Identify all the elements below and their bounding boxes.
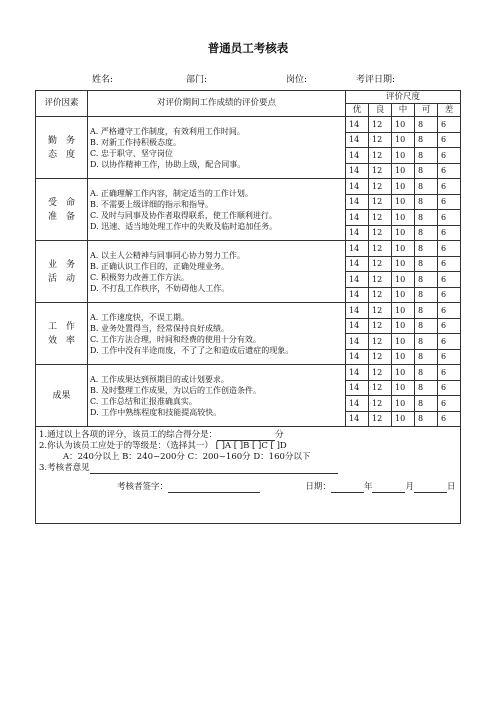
score-option[interactable]: 6 bbox=[438, 396, 461, 412]
score-option[interactable]: 10 bbox=[392, 117, 415, 133]
score-option[interactable]: 8 bbox=[415, 272, 438, 288]
table-row bbox=[36, 303, 461, 319]
score-option[interactable]: 8 bbox=[415, 380, 438, 396]
evaluation-point: A. 工作速度快，不误工期。 bbox=[90, 312, 189, 322]
score-option[interactable]: 6 bbox=[438, 117, 461, 133]
score-option[interactable]: 8 bbox=[415, 210, 438, 226]
score-option[interactable]: 10 bbox=[392, 349, 415, 365]
evaluation-point: C. 工作方法合理，时间和经费的使用十分有效。 bbox=[90, 334, 261, 344]
name-label: 姓名: bbox=[92, 75, 114, 85]
score-option[interactable]: 14 bbox=[346, 287, 369, 303]
score-option[interactable]: 6 bbox=[438, 132, 461, 148]
score-option[interactable]: 14 bbox=[346, 194, 369, 210]
factor-label-line: 工 作 bbox=[47, 321, 75, 332]
evaluation-point: B. 及时整理工作成果，为以后的工作创造条件。 bbox=[90, 385, 261, 395]
evaluation-point: C. 积极努力改善工作方法。 bbox=[90, 272, 189, 282]
score-option[interactable]: 10 bbox=[392, 179, 415, 195]
score-option[interactable]: 12 bbox=[369, 396, 392, 412]
evaluation-factor bbox=[36, 241, 88, 303]
score-option[interactable]: 8 bbox=[415, 365, 438, 381]
date-label: 日期： bbox=[305, 482, 331, 492]
score-option[interactable]: 12 bbox=[369, 256, 392, 272]
score-option[interactable]: 14 bbox=[346, 349, 369, 365]
score-option[interactable]: 8 bbox=[415, 225, 438, 241]
score-option[interactable]: 8 bbox=[415, 303, 438, 319]
score-option[interactable]: 8 bbox=[415, 148, 438, 164]
score-option[interactable]: 14 bbox=[346, 272, 369, 288]
score-option[interactable]: 12 bbox=[369, 318, 392, 334]
total-score-line bbox=[39, 430, 457, 441]
score-option[interactable]: 6 bbox=[438, 365, 461, 381]
score-option[interactable]: 14 bbox=[346, 396, 369, 412]
score-option[interactable]: 14 bbox=[346, 365, 369, 381]
table-row bbox=[36, 179, 461, 195]
evaluation-points bbox=[88, 241, 346, 303]
score-option[interactable]: 6 bbox=[438, 163, 461, 179]
score-option[interactable]: 8 bbox=[415, 396, 438, 412]
score-option[interactable]: 6 bbox=[438, 380, 461, 396]
score-option[interactable]: 6 bbox=[438, 241, 461, 257]
header-row bbox=[36, 91, 461, 104]
score-option[interactable]: 14 bbox=[346, 256, 369, 272]
evaluation-point: C. 忠于职守、坚守岗位 bbox=[90, 148, 173, 158]
total-score-label: 1.通过以上各项的评分，该员工的综合得分是： bbox=[39, 430, 218, 440]
signature-blank[interactable] bbox=[168, 492, 260, 493]
score-option[interactable]: 8 bbox=[415, 287, 438, 303]
score-option[interactable]: 6 bbox=[438, 210, 461, 226]
score-option[interactable]: 8 bbox=[415, 256, 438, 272]
score-option[interactable]: 14 bbox=[346, 411, 369, 427]
evaluation-point: D. 迅速、适当地处理工作中的失败及临时追加任务。 bbox=[90, 221, 278, 231]
score-option[interactable]: 14 bbox=[346, 303, 369, 319]
score-option[interactable]: 14 bbox=[346, 117, 369, 133]
evaluator-opinion-label: 3.考核者意见 bbox=[39, 463, 90, 473]
score-option[interactable]: 6 bbox=[438, 287, 461, 303]
score-option[interactable]: 12 bbox=[369, 272, 392, 288]
table-row bbox=[36, 117, 461, 133]
score-option[interactable]: 6 bbox=[438, 318, 461, 334]
scale-header: 评价尺度 bbox=[346, 91, 461, 104]
evaluator-opinion-blank[interactable] bbox=[90, 473, 338, 474]
evaluation-point: A. 以主人公精神与同事同心协力努力工作。 bbox=[90, 250, 245, 260]
score-option[interactable]: 12 bbox=[369, 194, 392, 210]
score-option[interactable]: 10 bbox=[392, 225, 415, 241]
evaluation-point: A. 工作成果达到预期目的或计划要求。 bbox=[90, 374, 229, 384]
grade-fair: 可 bbox=[415, 104, 438, 117]
evaluation-point: D. 不打乱工作秩序，不妨碍他人工作。 bbox=[90, 283, 230, 293]
form-title: 普通员工考核表 bbox=[207, 41, 289, 55]
factor-label-line: 态 度 bbox=[47, 149, 75, 160]
evaluation-factor bbox=[36, 365, 88, 427]
score-option[interactable]: 14 bbox=[346, 163, 369, 179]
month-blank[interactable] bbox=[372, 492, 405, 493]
evaluation-table bbox=[35, 90, 461, 524]
factor-label-line: 活 动 bbox=[47, 273, 75, 284]
evaluation-point: A. 正确理解工作内容，制定适当的工作计划。 bbox=[90, 188, 253, 198]
score-option[interactable]: 12 bbox=[369, 210, 392, 226]
score-option[interactable]: 6 bbox=[438, 349, 461, 365]
points-header: 对评价期间工作成绩的评价要点 bbox=[88, 91, 346, 117]
total-score-unit: 分 bbox=[275, 430, 284, 440]
evaluation-factor bbox=[36, 117, 88, 179]
footer-row bbox=[36, 427, 461, 524]
score-option[interactable]: 10 bbox=[392, 411, 415, 427]
evaluation-point: B. 正确认识工作目的，正确处理业务。 bbox=[90, 261, 229, 271]
evaluation-point: A. 严格遵守工作制度，有效利用工作时间。 bbox=[90, 126, 245, 136]
score-option[interactable]: 10 bbox=[392, 365, 415, 381]
table-row bbox=[36, 241, 461, 257]
evaluation-point: B. 不需要上级详细的指示和指导。 bbox=[90, 199, 213, 209]
score-option[interactable]: 10 bbox=[392, 210, 415, 226]
score-option[interactable]: 8 bbox=[415, 179, 438, 195]
score-option[interactable]: 14 bbox=[346, 179, 369, 195]
score-option[interactable]: 8 bbox=[415, 194, 438, 210]
score-option[interactable]: 12 bbox=[369, 380, 392, 396]
score-option[interactable]: 10 bbox=[392, 163, 415, 179]
grade-choice-line: 2.你认为该员工应处于的等级是：（选择其一） [ ]A [ ]B [ ]C [ ]D bbox=[39, 441, 287, 451]
score-option[interactable]: 10 bbox=[392, 287, 415, 303]
score-option[interactable]: 6 bbox=[438, 256, 461, 272]
evaluation-points bbox=[88, 179, 346, 241]
score-option[interactable]: 6 bbox=[438, 179, 461, 195]
signature-label: 考核者签字： bbox=[117, 482, 169, 492]
evaluation-point: D. 工作中没有半途而废，不了了之和造成后遗症的现象。 bbox=[90, 345, 294, 355]
score-option[interactable]: 12 bbox=[369, 148, 392, 164]
score-option[interactable]: 6 bbox=[438, 225, 461, 241]
grade-ranges-line: A：240分以上 B：240~200分 C：200~160分 D：160分以下 bbox=[63, 452, 311, 462]
evaluation-point: B. 对新工作持积极态度。 bbox=[90, 137, 181, 147]
score-option[interactable]: 12 bbox=[369, 179, 392, 195]
score-option[interactable]: 10 bbox=[392, 318, 415, 334]
score-option[interactable]: 14 bbox=[346, 148, 369, 164]
score-option[interactable]: 10 bbox=[392, 256, 415, 272]
score-option[interactable]: 10 bbox=[392, 380, 415, 396]
footer-cell bbox=[36, 427, 461, 524]
score-option[interactable]: 10 bbox=[392, 396, 415, 412]
score-option[interactable]: 8 bbox=[415, 117, 438, 133]
score-option[interactable]: 10 bbox=[392, 132, 415, 148]
table-row bbox=[36, 365, 461, 381]
score-option[interactable]: 8 bbox=[415, 334, 438, 350]
evaluation-point: C. 及时与同事及协作者取得联系，使工作顺利进行。 bbox=[90, 210, 277, 220]
score-option[interactable]: 6 bbox=[438, 411, 461, 427]
score-option[interactable]: 12 bbox=[369, 163, 392, 179]
score-option[interactable]: 8 bbox=[415, 349, 438, 365]
score-option[interactable]: 6 bbox=[438, 334, 461, 350]
score-option[interactable]: 14 bbox=[346, 380, 369, 396]
year-blank[interactable] bbox=[331, 492, 364, 493]
score-option[interactable]: 12 bbox=[369, 287, 392, 303]
score-option[interactable]: 6 bbox=[438, 303, 461, 319]
score-option[interactable]: 10 bbox=[392, 272, 415, 288]
grade-poor: 差 bbox=[438, 104, 461, 117]
score-option[interactable]: 12 bbox=[369, 225, 392, 241]
factor-label-line: 业 务 bbox=[47, 259, 75, 270]
score-option[interactable]: 10 bbox=[392, 241, 415, 257]
score-option[interactable]: 8 bbox=[415, 163, 438, 179]
score-option[interactable]: 12 bbox=[369, 241, 392, 257]
evaluation-points bbox=[88, 303, 346, 365]
department-label: 部门: bbox=[186, 75, 208, 85]
score-option[interactable]: 12 bbox=[369, 349, 392, 365]
score-option[interactable]: 14 bbox=[346, 318, 369, 334]
score-option[interactable]: 14 bbox=[346, 334, 369, 350]
score-option[interactable]: 14 bbox=[346, 241, 369, 257]
evaluation-factor bbox=[36, 179, 88, 241]
grade-excellent: 优 bbox=[346, 104, 369, 117]
evaluation-date-label: 考评日期: bbox=[356, 75, 396, 85]
evaluator-opinion-line bbox=[39, 463, 457, 474]
factor-label-line: 准 备 bbox=[47, 211, 75, 222]
month-label: 月 bbox=[405, 482, 414, 492]
score-option[interactable]: 6 bbox=[438, 148, 461, 164]
evaluation-factor bbox=[36, 303, 88, 365]
score-option[interactable]: 10 bbox=[392, 303, 415, 319]
factor-label-line: 勤 务 bbox=[47, 135, 75, 146]
score-option[interactable]: 12 bbox=[369, 132, 392, 148]
score-option[interactable]: 8 bbox=[415, 241, 438, 257]
position-label: 岗位: bbox=[286, 75, 308, 85]
score-option[interactable]: 8 bbox=[415, 411, 438, 427]
evaluation-points bbox=[88, 365, 346, 427]
evaluation-point: D. 以协作精神工作，协助上级，配合同事。 bbox=[90, 159, 246, 169]
evaluation-points bbox=[88, 117, 346, 179]
score-option[interactable]: 10 bbox=[392, 334, 415, 350]
score-option[interactable]: 8 bbox=[415, 132, 438, 148]
score-option[interactable]: 6 bbox=[438, 194, 461, 210]
day-blank[interactable] bbox=[414, 492, 447, 493]
score-option[interactable]: 12 bbox=[369, 303, 392, 319]
score-option[interactable]: 12 bbox=[369, 117, 392, 133]
score-option[interactable]: 14 bbox=[346, 132, 369, 148]
score-option[interactable]: 10 bbox=[392, 148, 415, 164]
evaluation-point: D. 工作中熟练程度和技能提高较快。 bbox=[90, 407, 222, 417]
score-option[interactable]: 14 bbox=[346, 210, 369, 226]
day-label: 日 bbox=[446, 482, 456, 492]
grade-good: 良 bbox=[369, 104, 392, 117]
year-label: 年 bbox=[363, 482, 373, 492]
score-option[interactable]: 10 bbox=[392, 194, 415, 210]
score-option[interactable]: 12 bbox=[369, 365, 392, 381]
factor-label-line: 效 率 bbox=[47, 335, 75, 346]
factor-label-line: 受 命 bbox=[47, 197, 75, 208]
factor-header: 评价因素 bbox=[36, 91, 88, 117]
score-option[interactable]: 8 bbox=[415, 318, 438, 334]
score-option[interactable]: 12 bbox=[369, 411, 392, 427]
evaluation-point: C. 工作总结和汇报准确真实。 bbox=[90, 396, 197, 406]
score-option[interactable]: 12 bbox=[369, 334, 392, 350]
factor-label-line: 成果 bbox=[52, 390, 71, 401]
grade-average: 中 bbox=[392, 104, 415, 117]
signature-line bbox=[39, 482, 457, 493]
evaluation-point: B. 业务处置得当，经常保持良好成绩。 bbox=[90, 323, 229, 333]
score-option[interactable]: 6 bbox=[438, 272, 461, 288]
score-option[interactable]: 14 bbox=[346, 225, 369, 241]
